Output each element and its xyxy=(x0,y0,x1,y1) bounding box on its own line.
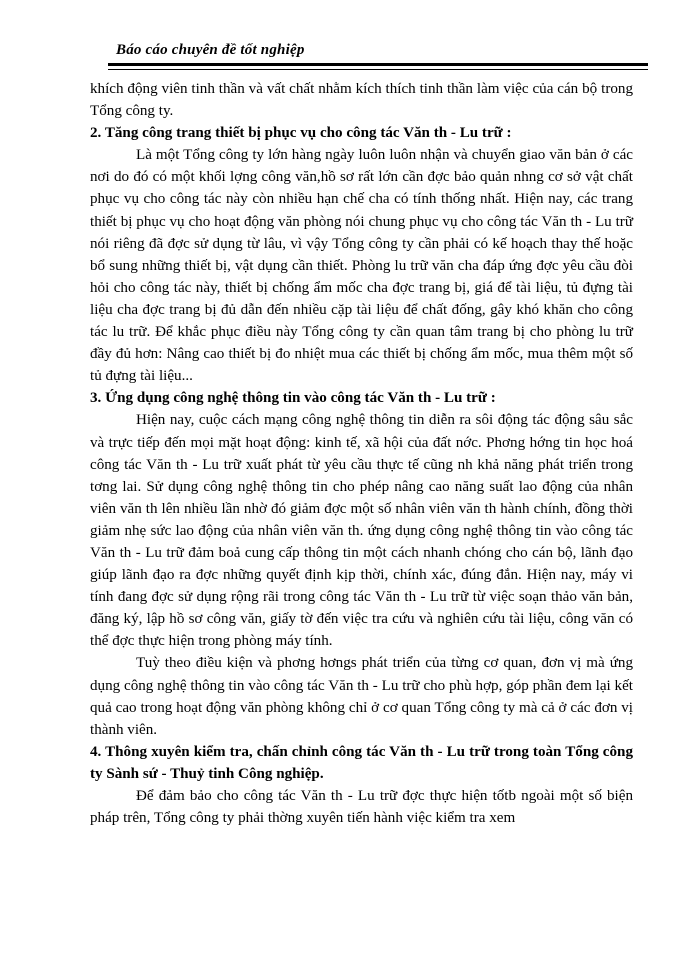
section-heading: 4. Thông xuyên kiểm tra, chấn chỉnh công tác Văn th - Lu trữ trong toàn Tổng công ty Sành sứ - Thuỷ tinh Công nghiệp. xyxy=(90,743,633,782)
paragraph: Là một Tổng công ty lớn hàng ngày luôn luôn nhận và chuyển giao văn bản ở các nơi do đó có một khối lợng công văn,hồ sơ rất lớn cần đợc bảo quản nhng cơ sở vật chất phục vụ cho công tác này còn nhiều hạn chế cha có tính thống nhất. Hiện nay, các trang thiết bị phục vụ cho hoạt động văn phòng nói chung phục vụ cho công tác Văn th - Lu trữ nói riêng đã đợc sử dụng từ lâu, vì vậy Tổng công ty cần phải có kế hoạch thay thế hoặc bổ sung những thiết bị, vật dụng cần thiết. Phòng lu trữ văn cha đáp ứng đợc yêu cầu đòi hỏi cho công tác này, thiết bị chống ẩm mốc cha đợc trang bị, giá để tài liệu, tủ đựng tài liệu cha đợc trang bị đủ dẫn đến nhiều cặp tài liệu để chất đống, gây khó khăn cho công tác lu trữ. Để khắc phục điều này Tổng công ty cần quan tâm trang bị cho phòng lu trữ đầy đủ hơn: Nâng cao thiết bị đo nhiệt mua các thiết bị chống ẩm mốc, mua thêm một số tủ đựng tài liệu... xyxy=(90,147,633,385)
header-rule-thin xyxy=(108,69,648,70)
paragraph: Tuỳ theo điều kiện và phơng hơngs phát triển của từng cơ quan, đơn vị mà ứng dụng công nghệ thông tin vào công tác Văn th - Lu trữ cho phù hợp, góp phần đem lại kết quả cao trong hoạt động văn phòng không chỉ ở cơ quan Tổng công ty mà cả ở các đơn vị thành viên. xyxy=(90,655,633,738)
section-heading: 2. Tăng công trang thiết bị phục vụ cho công tác Văn th - Lu trữ : xyxy=(90,125,512,142)
document-body xyxy=(90,78,633,829)
paragraph: khích động viên tinh thần và vất chất nhằm kích thích tinh thần làm việc của cán bộ trong Tổng công ty. xyxy=(90,81,633,120)
paragraph: Để đảm bảo cho công tác Văn th - Lu trữ đợc thực hiện tốtb ngoài một số biện pháp trên, Tổng công ty phải thờng xuyên tiến hành việc kiểm tra xem xyxy=(90,788,633,827)
header-rule xyxy=(108,63,648,66)
page-header xyxy=(108,36,648,68)
header-title: Báo cáo chuyên đề tốt nghiệp xyxy=(116,42,305,58)
section-heading: 3. Ứng dụng công nghệ thông tin vào công tác Văn th - Lu trữ : xyxy=(90,390,496,407)
paragraph: Hiện nay, cuộc cách mạng công nghệ thông tin diễn ra sôi động tác động sâu sắc và trực tiếp đến mọi mặt hoạt động: kinh tế, xã hội của đất nớc. Phơng hớng tin học hoá công tác Văn th - Lu trữ xuất phát từ yêu cầu thực tế cũng nh khả năng phát triển trong tơng lai. Sử dụng công nghệ thông tin cho phép nâng cao năng suất lao động của nhân viên văn th lên nhiều lần nhờ đó giảm đợc một số nhân viên văn th hành chính, đồng thời giảm nhẹ sức lao động của nhân viên văn th. ứng dụng công nghệ thông tin vào công tác Văn th - Lu trữ đảm boả cung cấp thông tin một cách nhanh chóng cho cán bộ, lãnh đạo giúp lãnh đạo ra đợc những quyết định kịp thời, chính xác, đúng đắn. Hiện nay, máy vi tính đang đợc sử dụng rộng rãi trong công tác Văn th - Lu trữ từ việc soạn thảo văn bản, đăng ký, lập hồ sơ công văn, giấy tờ đến việc tra cứu và nghiên cứu tài liệu, công văn có thể đợc thực hiện trong phòng máy tính. xyxy=(90,412,633,650)
